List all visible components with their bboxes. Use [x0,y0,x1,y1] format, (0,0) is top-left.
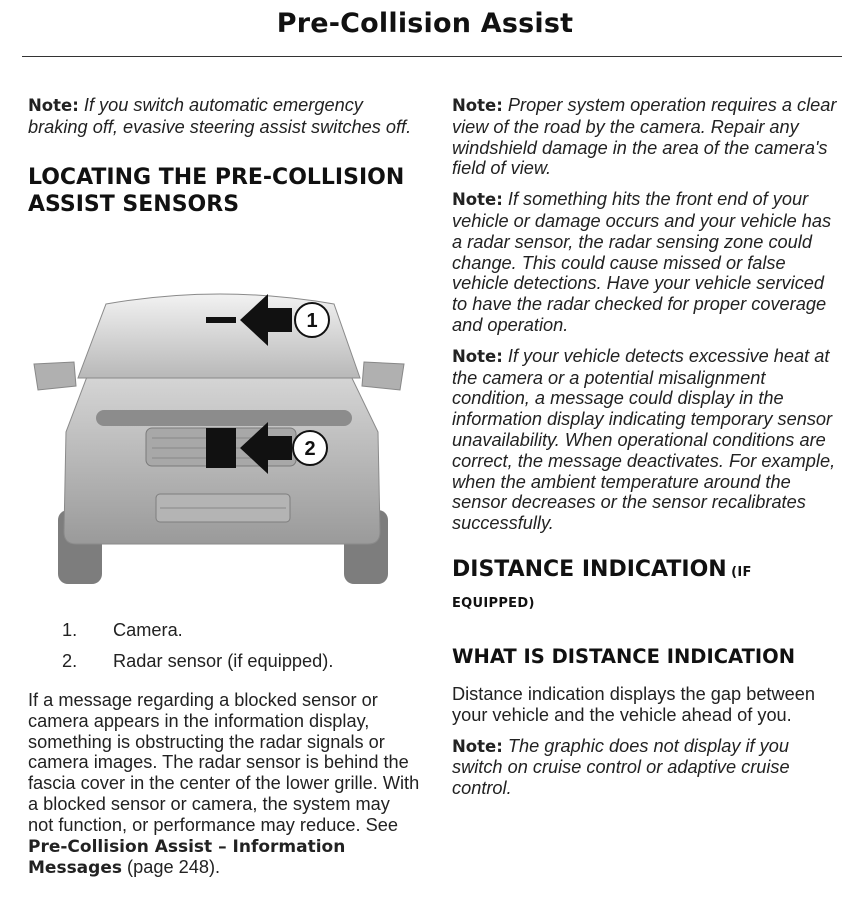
heading-qualifier: (IF [731,564,752,580]
legend-label: Radar sensor (if equipped). [113,651,334,671]
note-label: Note: [452,346,503,366]
left-mirror [34,362,76,390]
legend-item-radar [62,651,333,682]
vehicle-front-illustration [28,282,410,592]
note-aeb [28,95,420,138]
page-reference: (page 248). [127,857,221,878]
heading-qualifier-cont: EQUIPPED) [452,595,535,611]
left-column [28,95,420,218]
legend-label: Camera. [113,620,183,640]
camera-marker [206,317,236,323]
cross-reference-link[interactable]: Pre-Collision Assist – Information Messages [28,836,346,879]
paragraph-text: If a message regarding a blocked sensor or camera appears in the information display, something is obstructing the radar signals or camera images. The radar sensor is behind the fascia cover in the center of the lower grille. With a blocked sensor or camera, the system may not function, or performance may reduce. See [28,690,420,835]
note-text: If you switch automatic emergency braking off, evasive steering assist switches off. [28,95,412,137]
section-heading-what-is: WHAT IS DISTANCE INDICATION [452,644,796,668]
note-text: If your vehicle detects excessive heat at the camera or a potential misalignment condition, a message could display in the information display indicating temporary sensor unavailability. When operational conditions are correct, the message deactivates. For example, when the ambient temperature around the sensor decreases or the sensor recalibrates successfully. [452,345,836,534]
legend-item-camera [62,620,333,651]
distance-paragraph: Distance indication displays the gap between your vehicle and the vehicle ahead of you. [452,683,815,725]
note-label: Note: [28,96,79,115]
note-cruise-control [452,736,844,799]
legend-number: 1. [62,620,78,640]
figure-legend [62,620,333,682]
callout-2: 2 [304,438,316,460]
title-divider [22,56,842,57]
note-text: If something hits the front end of your vehicle or damage occurs and your vehicle has a radar sensor, the radar sensing zone could change. This could cause missed or false vehicle detections. Have your vehicle serviced to have the radar checked for proper coverage and operation. [452,189,832,335]
distance-indication-heading [452,556,844,617]
note-radar-damage [452,189,844,336]
note-text: The graphic does not display if you switch on cruise control or adaptive cruise control. [452,735,790,799]
right-column [452,95,844,809]
note-label: Note: [452,190,503,210]
right-mirror [362,362,404,390]
note-text: Proper system operation requires a clear view of the road by the camera. Repair any windshield damage in the area of the camera's field of view. [452,95,837,179]
note-label: Note: [452,736,503,756]
callout-1: 1 [306,310,318,332]
headlight-bar [96,410,352,426]
section-heading-locating: LOCATING THE PRE-COLLISION ASSIST SENSORS [28,164,405,217]
radar-marker [206,428,236,468]
note-label: Note: [452,96,503,115]
note-excessive-heat [452,346,844,534]
blocked-sensor-paragraph [28,690,420,879]
page-title: Pre-Collision Assist [276,8,574,39]
section-heading-distance: DISTANCE INDICATION [452,556,727,582]
note-camera-view [452,95,844,179]
legend-number: 2. [62,651,78,671]
